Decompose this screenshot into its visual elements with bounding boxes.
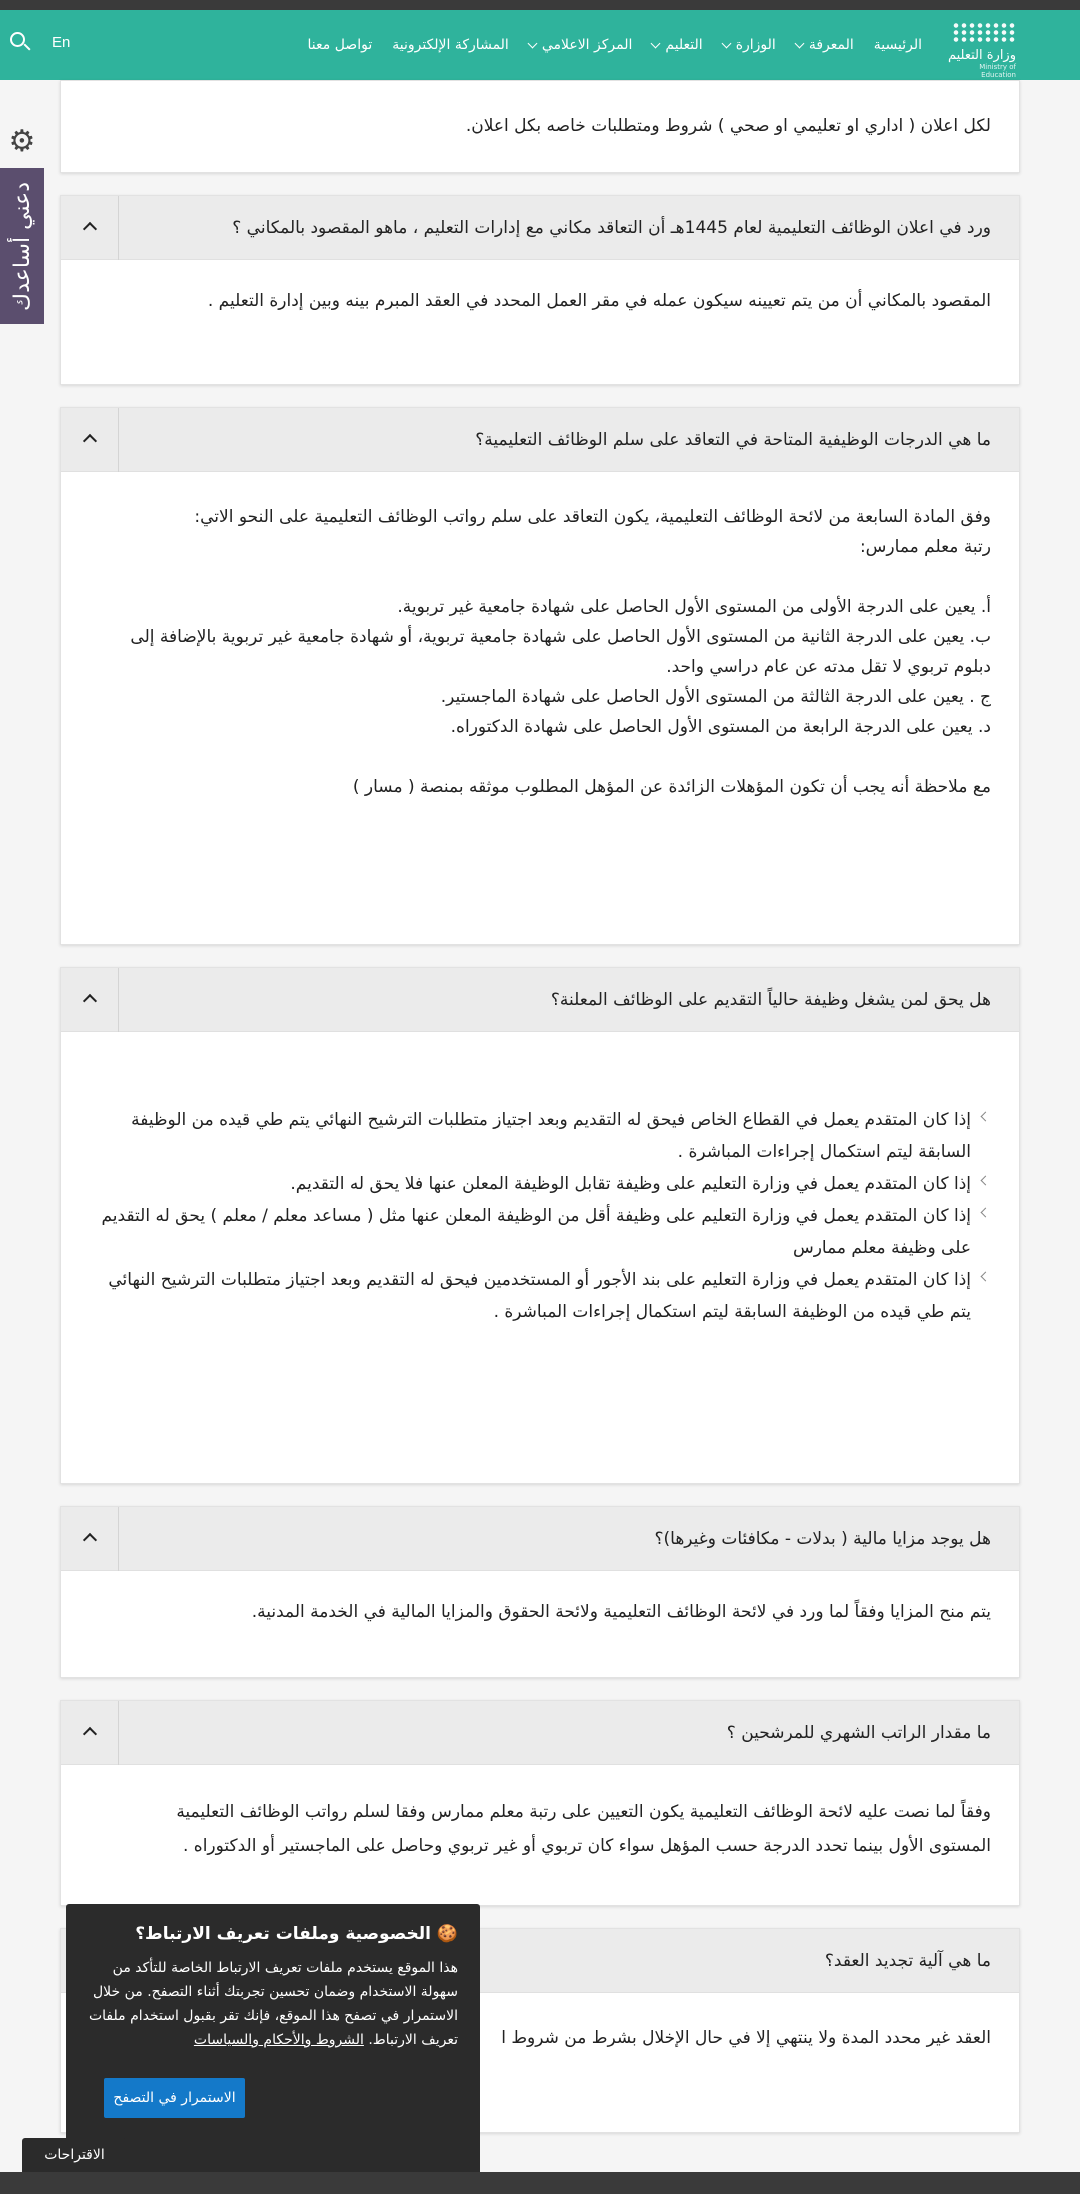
nav-item-e-participation[interactable] [392, 37, 509, 53]
nav-item-contact[interactable] [308, 37, 373, 53]
logo-text: وزارة التعليم [947, 48, 1016, 63]
cookie-consent-dialog [66, 1904, 480, 2184]
nav-item-label: المركز الاعلامي [541, 37, 633, 53]
list-item: إذا كان المتقدم يعمل في وزارة التعليم على وظيفة أقل من الوظيفة المعلن عنها مثل ( مساعد معلم / معلم ) يحق له التقديم على وظيفة معلم ممارس [89, 1200, 991, 1264]
ministry-logo[interactable] [946, 22, 1016, 79]
chevron-up-icon [83, 994, 97, 1008]
faq-question: هل يوجد مزايا مالية ( بدلات - مكافئات وغيرها)؟ [654, 1529, 991, 1549]
cookie-text: هذا الموقع يستخدم ملفات تعريف الارتباط الخاصة للتأكد من سهولة الاستخدام وضمان تحسين تجربتك أثناء التصفح. من خلال الاستمرار في تصفح هذا الموقع، فإنك تقر بقبول استخدام ملفات تعريف الارتباط. [88, 1960, 458, 2048]
chevron-up-icon [83, 434, 97, 448]
logo-subtext: Ministry of Education [979, 63, 1016, 79]
faq-answer: المقصود بالمكاني أن من يتم تعيينه سيكون عمله في مقر العمل المحدد في العقد المبرم بينه وبين إدارة التعليم . [207, 291, 991, 311]
nav-item-label: الوزارة [735, 37, 776, 53]
faq-question-header[interactable] [61, 1701, 1019, 1765]
faq-question: ما هي آلية تجديد العقد؟ [824, 1951, 991, 1971]
faq-question-header[interactable] [61, 968, 1019, 1032]
gear-icon[interactable]: ⚙ [0, 118, 44, 164]
collapse-toggle[interactable] [61, 968, 119, 1032]
chevron-down-icon [651, 38, 661, 48]
chevron-up-icon [83, 222, 97, 236]
chevron-up-icon [83, 1727, 97, 1741]
faq-answer-line: وفقاً لما نصت عليه لائحة الوظائف التعليمية يكون التعيين على رتبة معلم ممارس وفقا لسلم رواتب الوظائف التعليمية [176, 1802, 991, 1822]
faq-answer: العقد غير محدد المدة ولا ينتهي إلا في حال الإخلال بشرط من شروط ا [501, 2028, 991, 2048]
collapse-toggle[interactable] [61, 196, 119, 260]
nav-item-label: المشاركة الإلكترونية [392, 37, 509, 53]
list-item: إذا كان المتقدم يعمل في القطاع الخاص فيحق له التقديم وبعد اجتياز متطلبات الترشيح النهائي يتم طي قيده من الوظيفة السابقة ليتم استكمال إجراءات المباشرة . [89, 1104, 991, 1168]
top-status-strip [0, 0, 1080, 10]
search-icon[interactable] [10, 32, 32, 54]
nav-item-label: تواصل معنا [307, 37, 373, 53]
faq-question: ما مقدار الراتب الشهري للمرشحين ؟ [726, 1723, 991, 1743]
faq-answer-line: وفق المادة السابعة من لائحة الوظائف التعليمية، يكون التعاقد على سلم رواتب الوظائف التعليمية على النحو الاتي: [194, 507, 991, 527]
faq-panel-monthly-salary [60, 1700, 1020, 1906]
nav-item-home[interactable] [874, 37, 922, 53]
faq-panel-contract-location [60, 195, 1020, 385]
faq-panel-partial [60, 80, 1020, 173]
help-assistant-tab[interactable] [0, 168, 44, 324]
faq-answer: لكل اعلان ( اداري او تعليمي او صحي ) شروط ومتطلبات خاصه بكل اعلان. [465, 116, 991, 136]
nav-item-label: المعرفة [808, 37, 854, 53]
list-item: إذا كان المتقدم يعمل في وزارة التعليم على بند الأجور أو المستخدمين فيحق له التقديم وبعد اجتياز متطلبات الترشيح النهائي يتم طي قيده من الوظيفة السابقة ليتم استكمال إجراءات المباشرة . [89, 1264, 991, 1328]
faq-answer-line: أ. يعين على الدرجة الأولى من المستوى الأول الحاصل على شهادة جامعية غير تربوية. [397, 597, 991, 617]
cookie-title: 🍪 الخصوصية وملفات تعريف الارتباط؟ [135, 1924, 458, 1944]
collapse-toggle[interactable] [61, 1701, 119, 1765]
faq-question-header[interactable] [61, 408, 1019, 472]
faq-panel-job-grades [60, 407, 1020, 945]
faq-question-header[interactable] [61, 196, 1019, 260]
faq-answer-line: ب. يعين على الدرجة الثانية من المستوى الأول الحاصل على شهادة جامعية تربوية، أو شهادة جامعية غير تربوية بالإضافة إلى [130, 627, 991, 647]
faq-answer-line: مع ملاحظة أنه يجب أن تكون المؤهلات الزائدة عن المؤهل المطلوب موثقه بمنصة ( مسار ) [352, 777, 991, 797]
faq-question: هل يحق لمن يشغل وظيفة حالياً التقديم على الوظائف المعلنة؟ [550, 990, 991, 1010]
faq-panel-current-employees [60, 967, 1020, 1484]
chevron-down-icon [721, 38, 731, 48]
main-navbar [0, 10, 1080, 80]
chevron-down-icon [527, 38, 537, 48]
collapse-toggle[interactable] [61, 408, 119, 472]
continue-browsing-button[interactable]: الاستمرار في التصفح [104, 2078, 245, 2118]
nav-item-education[interactable] [652, 37, 702, 53]
nav-item-label: الرئيسية [873, 37, 922, 53]
faq-question: ورد في اعلان الوظائف التعليمية لعام 1445هـ أن التعاقد مكاني مع إدارات التعليم ، ماهو المقصود بالمكاني ؟ [232, 218, 991, 238]
nav-item-ministry[interactable] [723, 37, 776, 53]
list-item: إذا كان المتقدم يعمل في وزارة التعليم على وظيفة تقابل الوظيفة المعلن عنها فلا يحق له التقديم. [89, 1168, 991, 1200]
help-assistant-label: دعني أساعدك [9, 181, 35, 311]
faq-question-header[interactable] [61, 1507, 1019, 1571]
nav-item-media-center[interactable] [529, 37, 633, 53]
nav-item-label: التعليم [665, 37, 703, 53]
terms-link[interactable]: الشروط والأحكام والسياسات [193, 2032, 364, 2048]
bottom-strip [0, 2172, 1080, 2194]
faq-answer-line: رتبة معلم ممارس: [859, 537, 991, 557]
faq-answer-line: ج . يعين على الدرجة الثالثة من المستوى الأول الحاصل على شهادة الماجستير. [440, 687, 991, 707]
faq-question: ما هي الدرجات الوظيفية المتاحة في التعاقد على سلم الوظائف التعليمية؟ [475, 430, 991, 450]
faq-answer-list [89, 1104, 991, 1328]
logo-mark-icon [952, 22, 1016, 44]
faq-answer-line: دبلوم تربوي لا تقل مدته عن عام دراسي واحد. [666, 657, 991, 677]
nav-item-knowledge[interactable] [796, 37, 854, 53]
chevron-up-icon [83, 1533, 97, 1547]
suggestions-button[interactable]: الاقتراحات [22, 2138, 127, 2172]
faq-panel-financial-benefits [60, 1506, 1020, 1678]
language-switch[interactable]: En [52, 34, 71, 51]
faq-answer-line: المستوى الأول بينما تحدد الدرجة حسب المؤهل سواء كان تربوي أو غير تربوي وحاصل على الماجستير أو الدكتوراه . [182, 1836, 991, 1856]
nav-menu [288, 10, 922, 80]
cookie-body [88, 1956, 458, 2052]
chevron-down-icon [794, 38, 804, 48]
collapse-toggle[interactable] [61, 1507, 119, 1571]
faq-answer-line: د. يعين على الدرجة الرابعة من المستوى الأول الحاصل على شهادة الدكتوراه. [450, 717, 991, 737]
faq-answer: يتم منح المزايا وفقاً لما ورد في لائحة الوظائف التعليمية ولائحة الحقوق والمزايا المالية في الخدمة المدنية. [251, 1602, 991, 1622]
